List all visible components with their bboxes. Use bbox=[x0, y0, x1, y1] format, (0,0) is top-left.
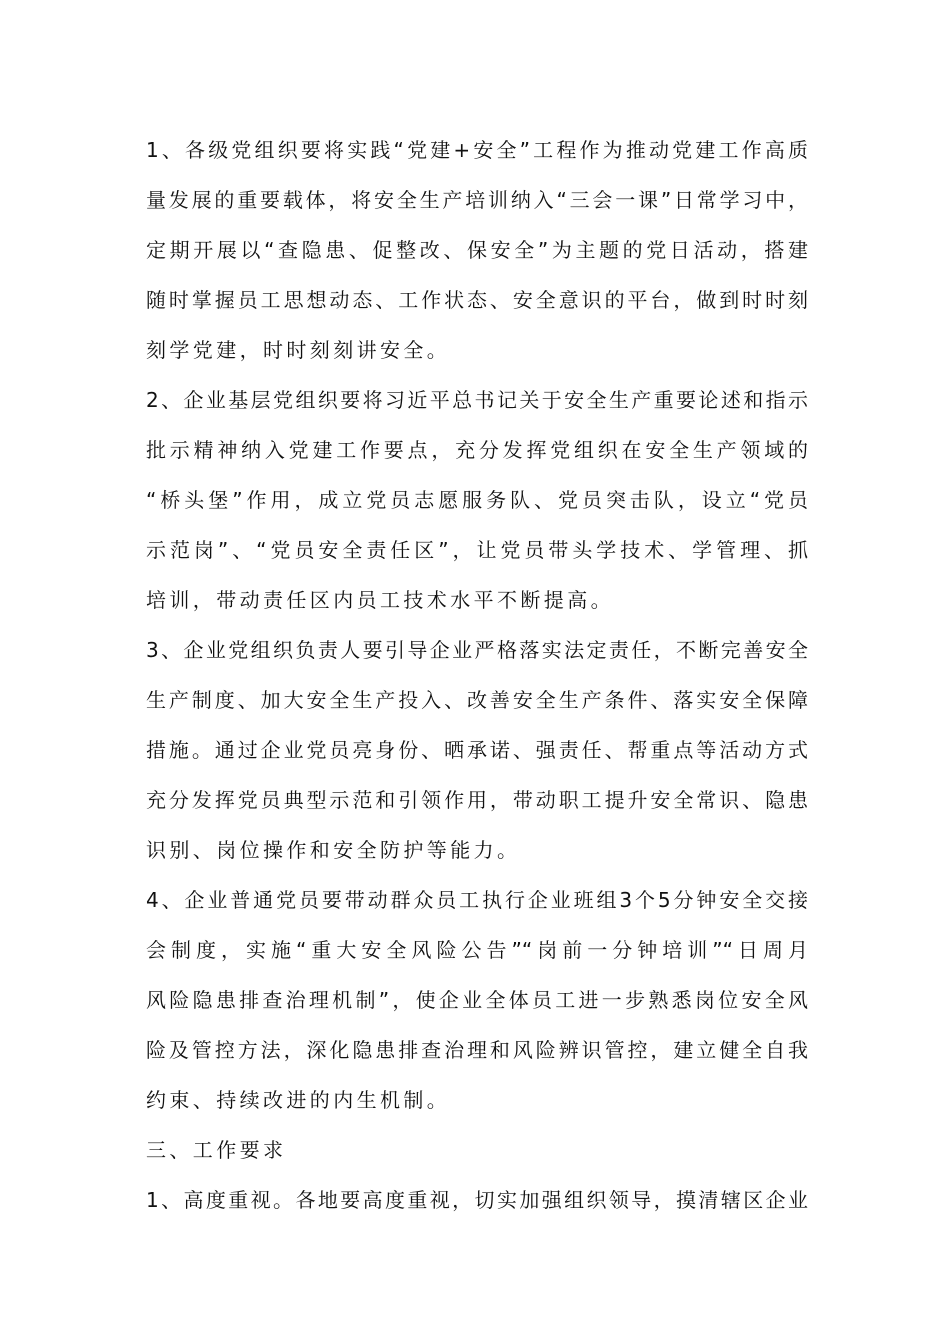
text-line: 2、企业基层党组织要将习近平总书记关于安全生产重要论述和指示 bbox=[146, 388, 808, 412]
section-heading bbox=[146, 1125, 808, 1175]
text-line: “桥头堡”作用，成立党员志愿服务队、党员突击队，设立“党员 bbox=[146, 488, 808, 512]
paragraph-4 bbox=[146, 875, 808, 1125]
paragraph-5 bbox=[146, 1175, 808, 1225]
text-line: 刻学党建，时时刻刻讲安全。 bbox=[146, 338, 451, 362]
paragraph-2 bbox=[146, 375, 808, 625]
paragraph-3 bbox=[146, 625, 808, 875]
text-line: 1、高度重视。各地要高度重视，切实加强组织领导，摸清辖区企业 bbox=[146, 1188, 808, 1212]
text-line: 生产制度、加大安全生产投入、改善安全生产条件、落实安全保障 bbox=[146, 688, 808, 712]
text-line: 4、企业普通党员要带动群众员工执行企业班组3个5分钟安全交接 bbox=[146, 888, 808, 912]
document-body bbox=[146, 125, 808, 1225]
text-line: 会制度，实施“重大安全风险公告”“岗前一分钟培训”“日周月 bbox=[146, 938, 808, 962]
text-line: 培训，带动责任区内员工技术水平不断提高。 bbox=[146, 588, 614, 612]
text-line: 1、各级党组织要将实践“党建+安全”工程作为推动党建工作高质 bbox=[146, 138, 808, 162]
text-line: 定期开展以“查隐患、促整改、保安全”为主题的党日活动，搭建 bbox=[146, 238, 808, 262]
text-line: 示范岗”、“党员安全责任区”，让党员带头学技术、学管理、抓 bbox=[146, 538, 808, 562]
text-line: 风险隐患排查治理机制”，使企业全体员工进一步熟悉岗位安全风 bbox=[146, 988, 808, 1012]
paragraph-1 bbox=[146, 125, 808, 375]
text-line: 识别、岗位操作和安全防护等能力。 bbox=[146, 838, 521, 862]
text-line: 措施。通过企业党员亮身份、晒承诺、强责任、帮重点等活动方式 bbox=[146, 738, 808, 762]
text-line: 3、企业党组织负责人要引导企业严格落实法定责任，不断完善安全 bbox=[146, 638, 808, 662]
text-line: 约束、持续改进的内生机制。 bbox=[146, 1088, 451, 1112]
text-line: 随时掌握员工思想动态、工作状态、安全意识的平台，做到时时刻 bbox=[146, 288, 808, 312]
text-line: 批示精神纳入党建工作要点，充分发挥党组织在安全生产领域的 bbox=[146, 438, 808, 462]
text-line: 险及管控方法，深化隐患排查治理和风险辨识管控，建立健全自我 bbox=[146, 1038, 808, 1062]
text-line: 充分发挥党员典型示范和引领作用，带动职工提升安全常识、隐患 bbox=[146, 788, 808, 812]
heading-text: 三、工作要求 bbox=[146, 1138, 287, 1162]
text-line: 量发展的重要载体，将安全生产培训纳入“三会一课”日常学习中， bbox=[146, 188, 808, 212]
